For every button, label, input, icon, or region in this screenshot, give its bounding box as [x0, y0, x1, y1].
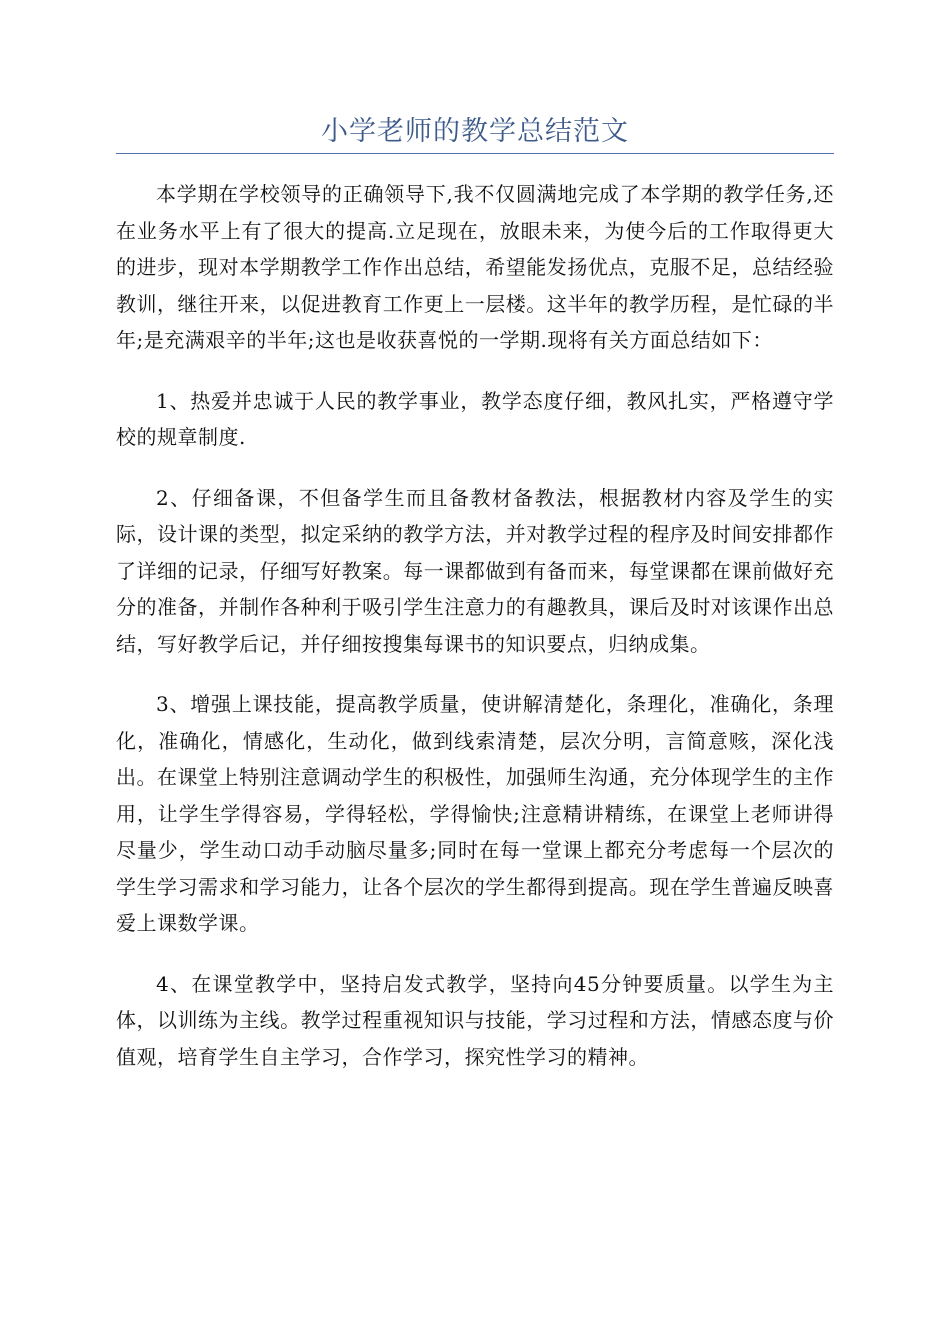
paragraph-intro: 本学期在学校领导的正确领导下,我不仅圆满地完成了本学期的教学任务,还在业务水平上有了很大的提高.立足现在，放眼未来，为使今后的工作取得更大的进步，现对本学期教学工作作出总结，希望能发扬优点，克服不足，总结经验教训，继往开来，以促进教育工作更上一层楼。这半年的教学历程，是忙碌的半年;是充满艰辛的半年;这也是收获喜悦的一学期.现将有关方面总结如下：	[116, 182, 834, 352]
paragraph-item-4: 4、在课堂教学中，坚持启发式教学，坚持向45分钟要质量。以学生为主体，以训练为主线。教学过程重视知识与技能，学习过程和方法，情感态度与价值观，培育学生自主学习，合作学习，探究性学习的精神。	[116, 971, 834, 1069]
paragraph-item-2: 2、仔细备课，不但备学生而且备教材备教法，根据教材内容及学生的实际，设计课的类型，拟定采纳的教学方法，并对教学过程的程序及时间安排都作了详细的记录，仔细写好教案。每一课都做到有备而来，每堂课都在课前做好充分的准备，并制作各种利于吸引学生注意力的有趣教具，课后及时对该课作出总结，写好教学后记，并仔细按搜集每课书的知识要点，归纳成集。	[116, 485, 834, 656]
paragraph-item-1: 1、热爱并忠诚于人民的教学事业，教学态度仔细，教风扎实，严格遵守学校的规章制度.	[116, 388, 834, 449]
document-body	[116, 176, 834, 1099]
document-title: 小学老师的教学总结范文	[321, 116, 629, 147]
title-underline	[116, 153, 834, 154]
paragraph-item-3: 3、增强上课技能，提高教学质量，使讲解清楚化，条理化，准确化，条理化，准确化，情感化，生动化，做到线索清楚，层次分明，言简意赅，深化浅出。在课堂上特别注意调动学生的积极性，加强师生沟通，充分体现学生的主作用，让学生学得容易，学得轻松，学得愉快;注意精讲精练，在课堂上老师讲得尽量少，学生动口动手动脑尽量多;同时在每一堂课上都充分考虑每一个层次的学生学习需求和学习能力，让各个层次的学生都得到提高。现在学生普遍反映喜爱上课数学课。	[116, 692, 834, 935]
